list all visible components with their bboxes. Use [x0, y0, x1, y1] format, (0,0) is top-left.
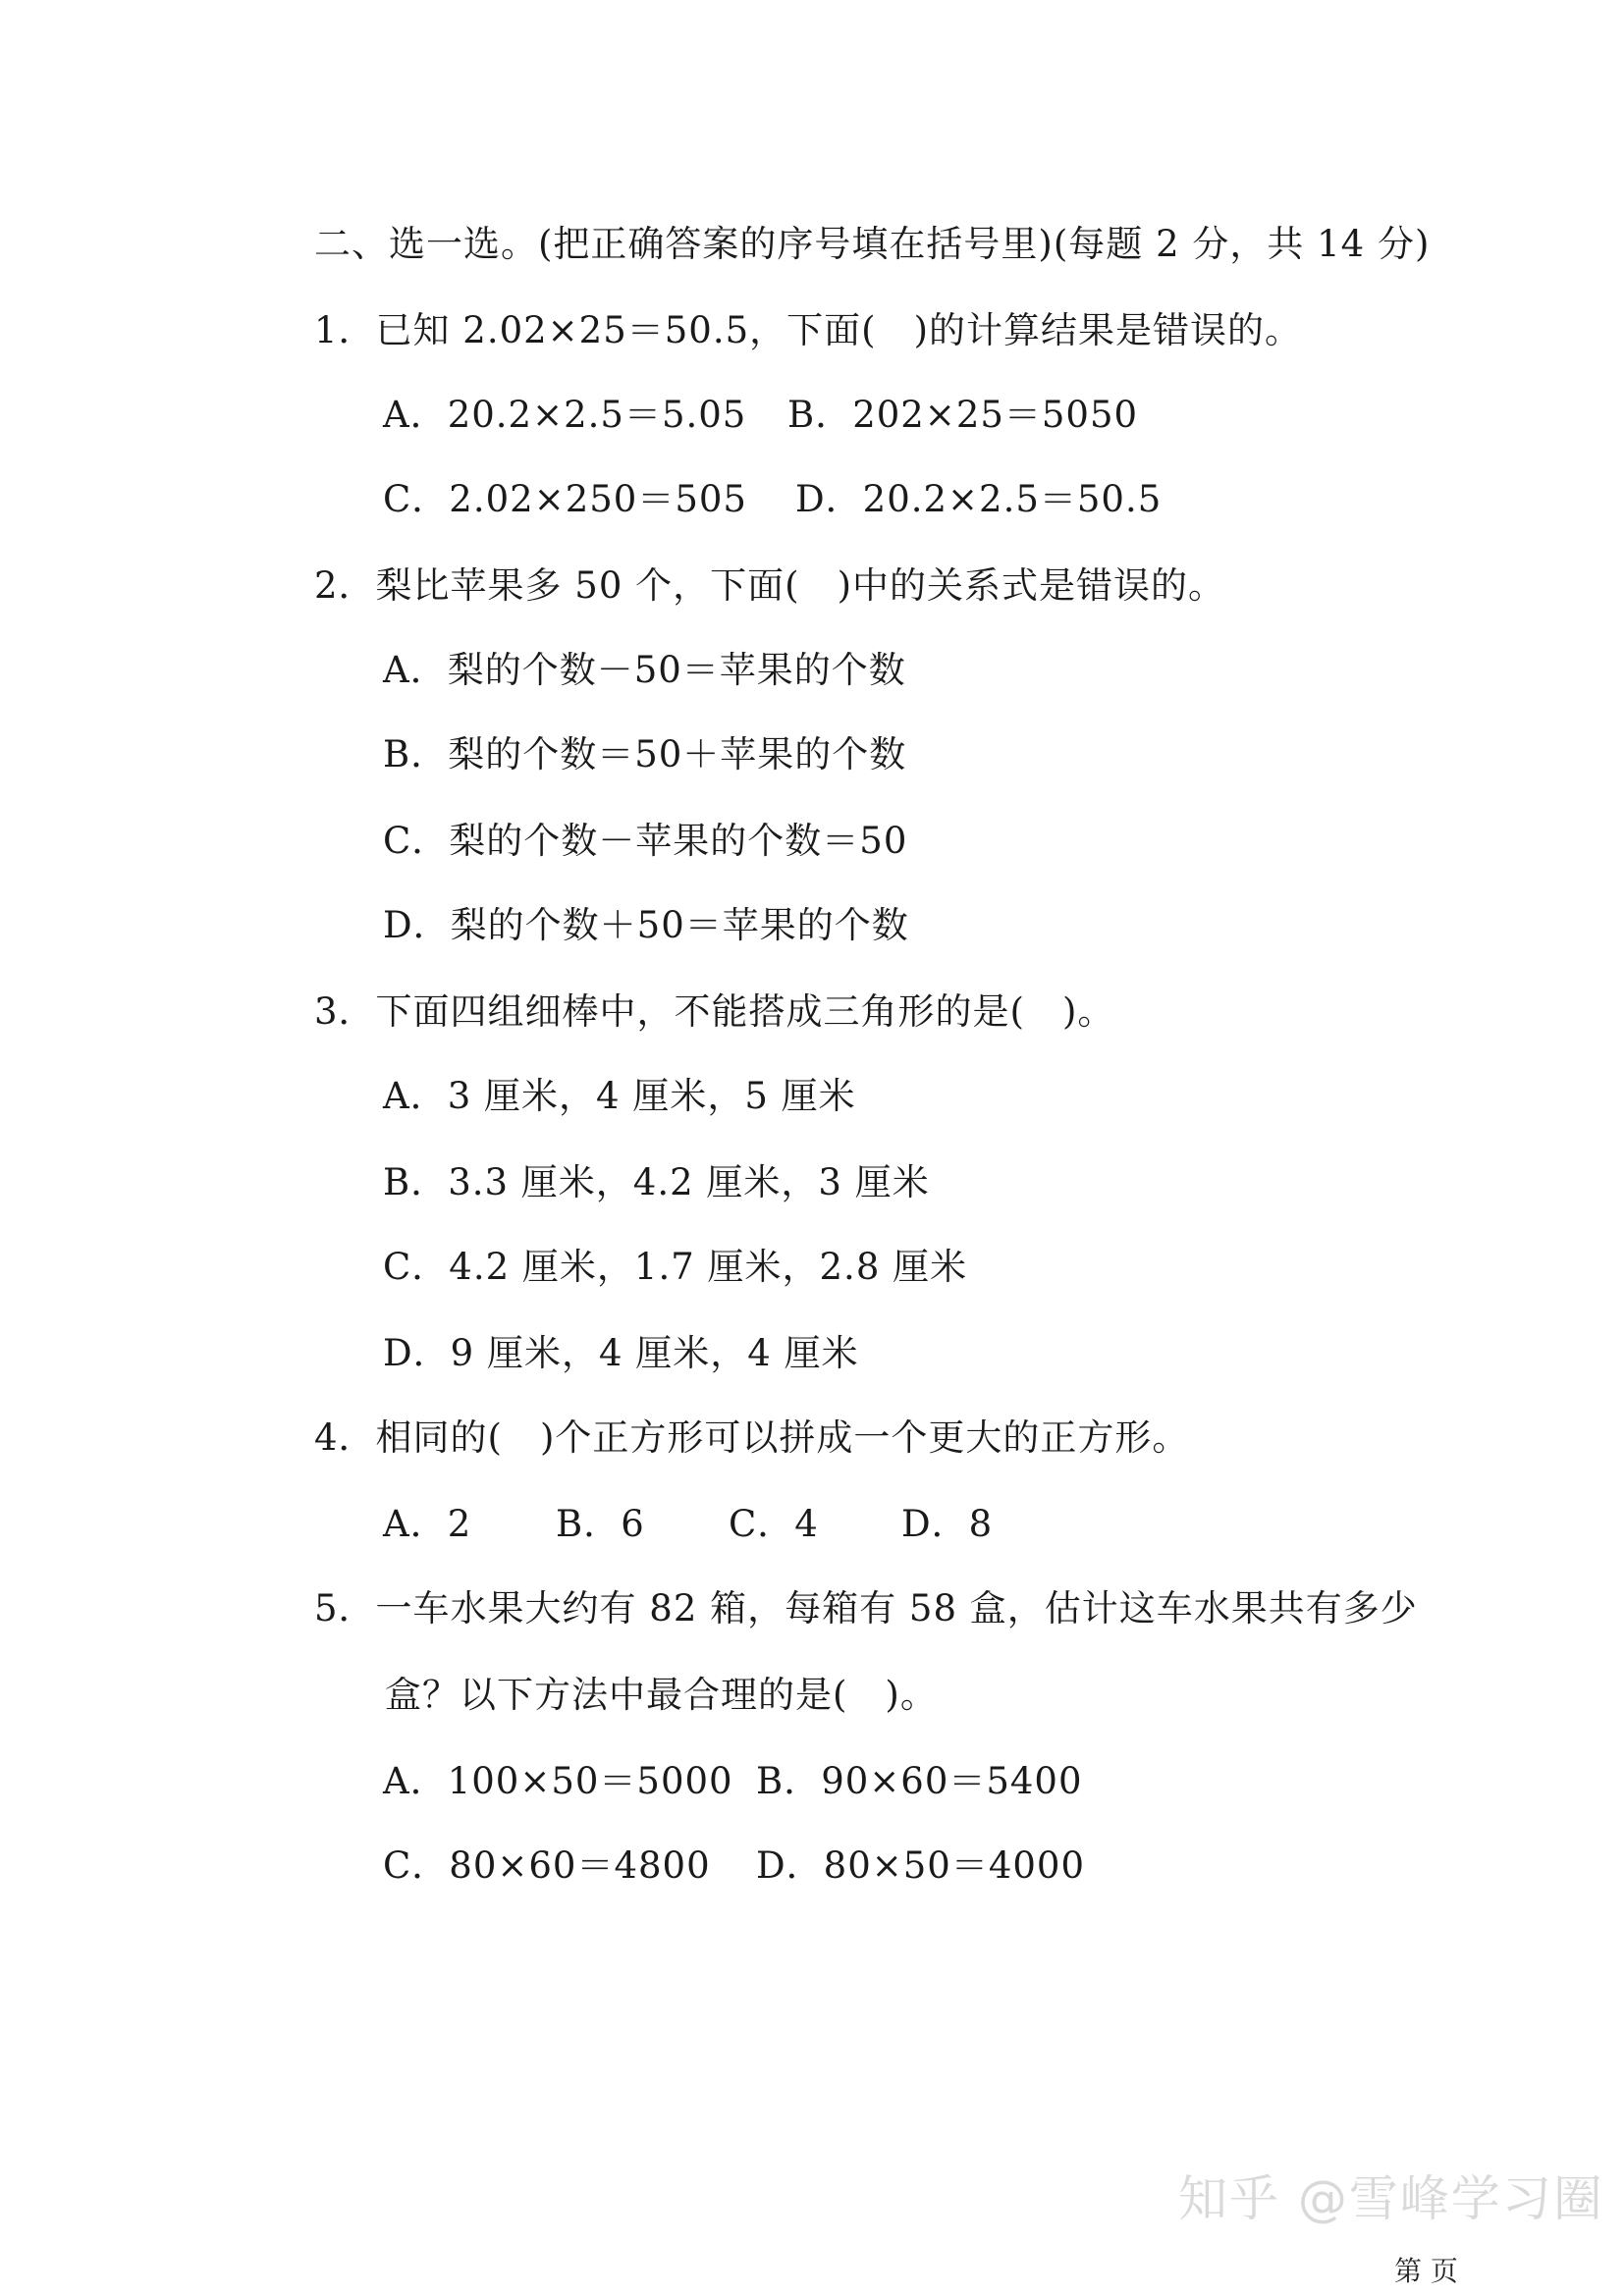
option-1b: B．202×25＝5050	[787, 394, 1139, 436]
option-3b: B．3.3 厘米，4.2 厘米，3 厘米	[383, 1161, 930, 1203]
option-3c: C．4.2 厘米，1.7 厘米，2.8 厘米	[383, 1246, 968, 1288]
question-1-stem: 1．已知 2.02×25＝50.5，下面( )的计算结果是错误的。	[314, 309, 1303, 351]
question-5-options-row-1	[383, 1760, 1083, 1802]
option-5d: D．80×50＝4000	[756, 1844, 1085, 1887]
option-2a: A．梨的个数－50＝苹果的个数	[383, 649, 906, 691]
page-number-label: 第 页	[1394, 2255, 1458, 2287]
option-5a: A．100×50＝5000	[383, 1760, 733, 1802]
option-3d: D．9 厘米，4 厘米，4 厘米	[383, 1332, 859, 1374]
section-title: 二、选一选。(把正确答案的序号填在括号里)(每题 2 分，共 14 分)	[314, 223, 1431, 265]
option-4a: A．2	[383, 1503, 472, 1545]
option-5c: C．80×60＝4800	[383, 1844, 711, 1887]
option-2c: C．梨的个数－苹果的个数＝50	[383, 820, 908, 862]
question-1-options-row-1	[383, 394, 1139, 436]
question-5-stem: 5．一车水果大约有 82 箱，每箱有 58 盒，估计这车水果共有多少	[314, 1587, 1418, 1629]
question-2-stem: 2．梨比苹果多 50 个，下面( )中的关系式是错误的。	[314, 564, 1226, 607]
option-2b: B．梨的个数＝50＋苹果的个数	[383, 733, 907, 775]
question-4-options-row	[383, 1503, 994, 1545]
option-1c: C．2.02×250＝505	[383, 478, 747, 520]
zhihu-watermark: 知乎 @雪峰学习圈	[1178, 2170, 1604, 2227]
option-1a: A．20.2×2.5＝5.05	[383, 394, 747, 436]
option-4c: C．4	[729, 1503, 819, 1545]
option-1d: D．20.2×2.5＝50.5	[795, 478, 1163, 520]
option-4b: B．6	[556, 1503, 645, 1545]
question-1-options-row-2	[383, 478, 1163, 520]
option-3a: A．3 厘米，4 厘米，5 厘米	[383, 1075, 856, 1117]
question-4-stem: 4．相同的( )个正方形可以拼成一个更大的正方形。	[314, 1416, 1190, 1459]
question-5-options-row-2	[383, 1844, 1085, 1887]
question-3-stem: 3．下面四组细棒中，不能搭成三角形的是( )。	[314, 990, 1115, 1033]
question-5-stem-continued: 盒？以下方法中最合理的是( )。	[385, 1674, 938, 1716]
option-4d: D．8	[901, 1503, 994, 1545]
option-2d: D．梨的个数＋50＝苹果的个数	[383, 904, 909, 946]
option-5b: B．90×60＝5400	[756, 1760, 1083, 1802]
